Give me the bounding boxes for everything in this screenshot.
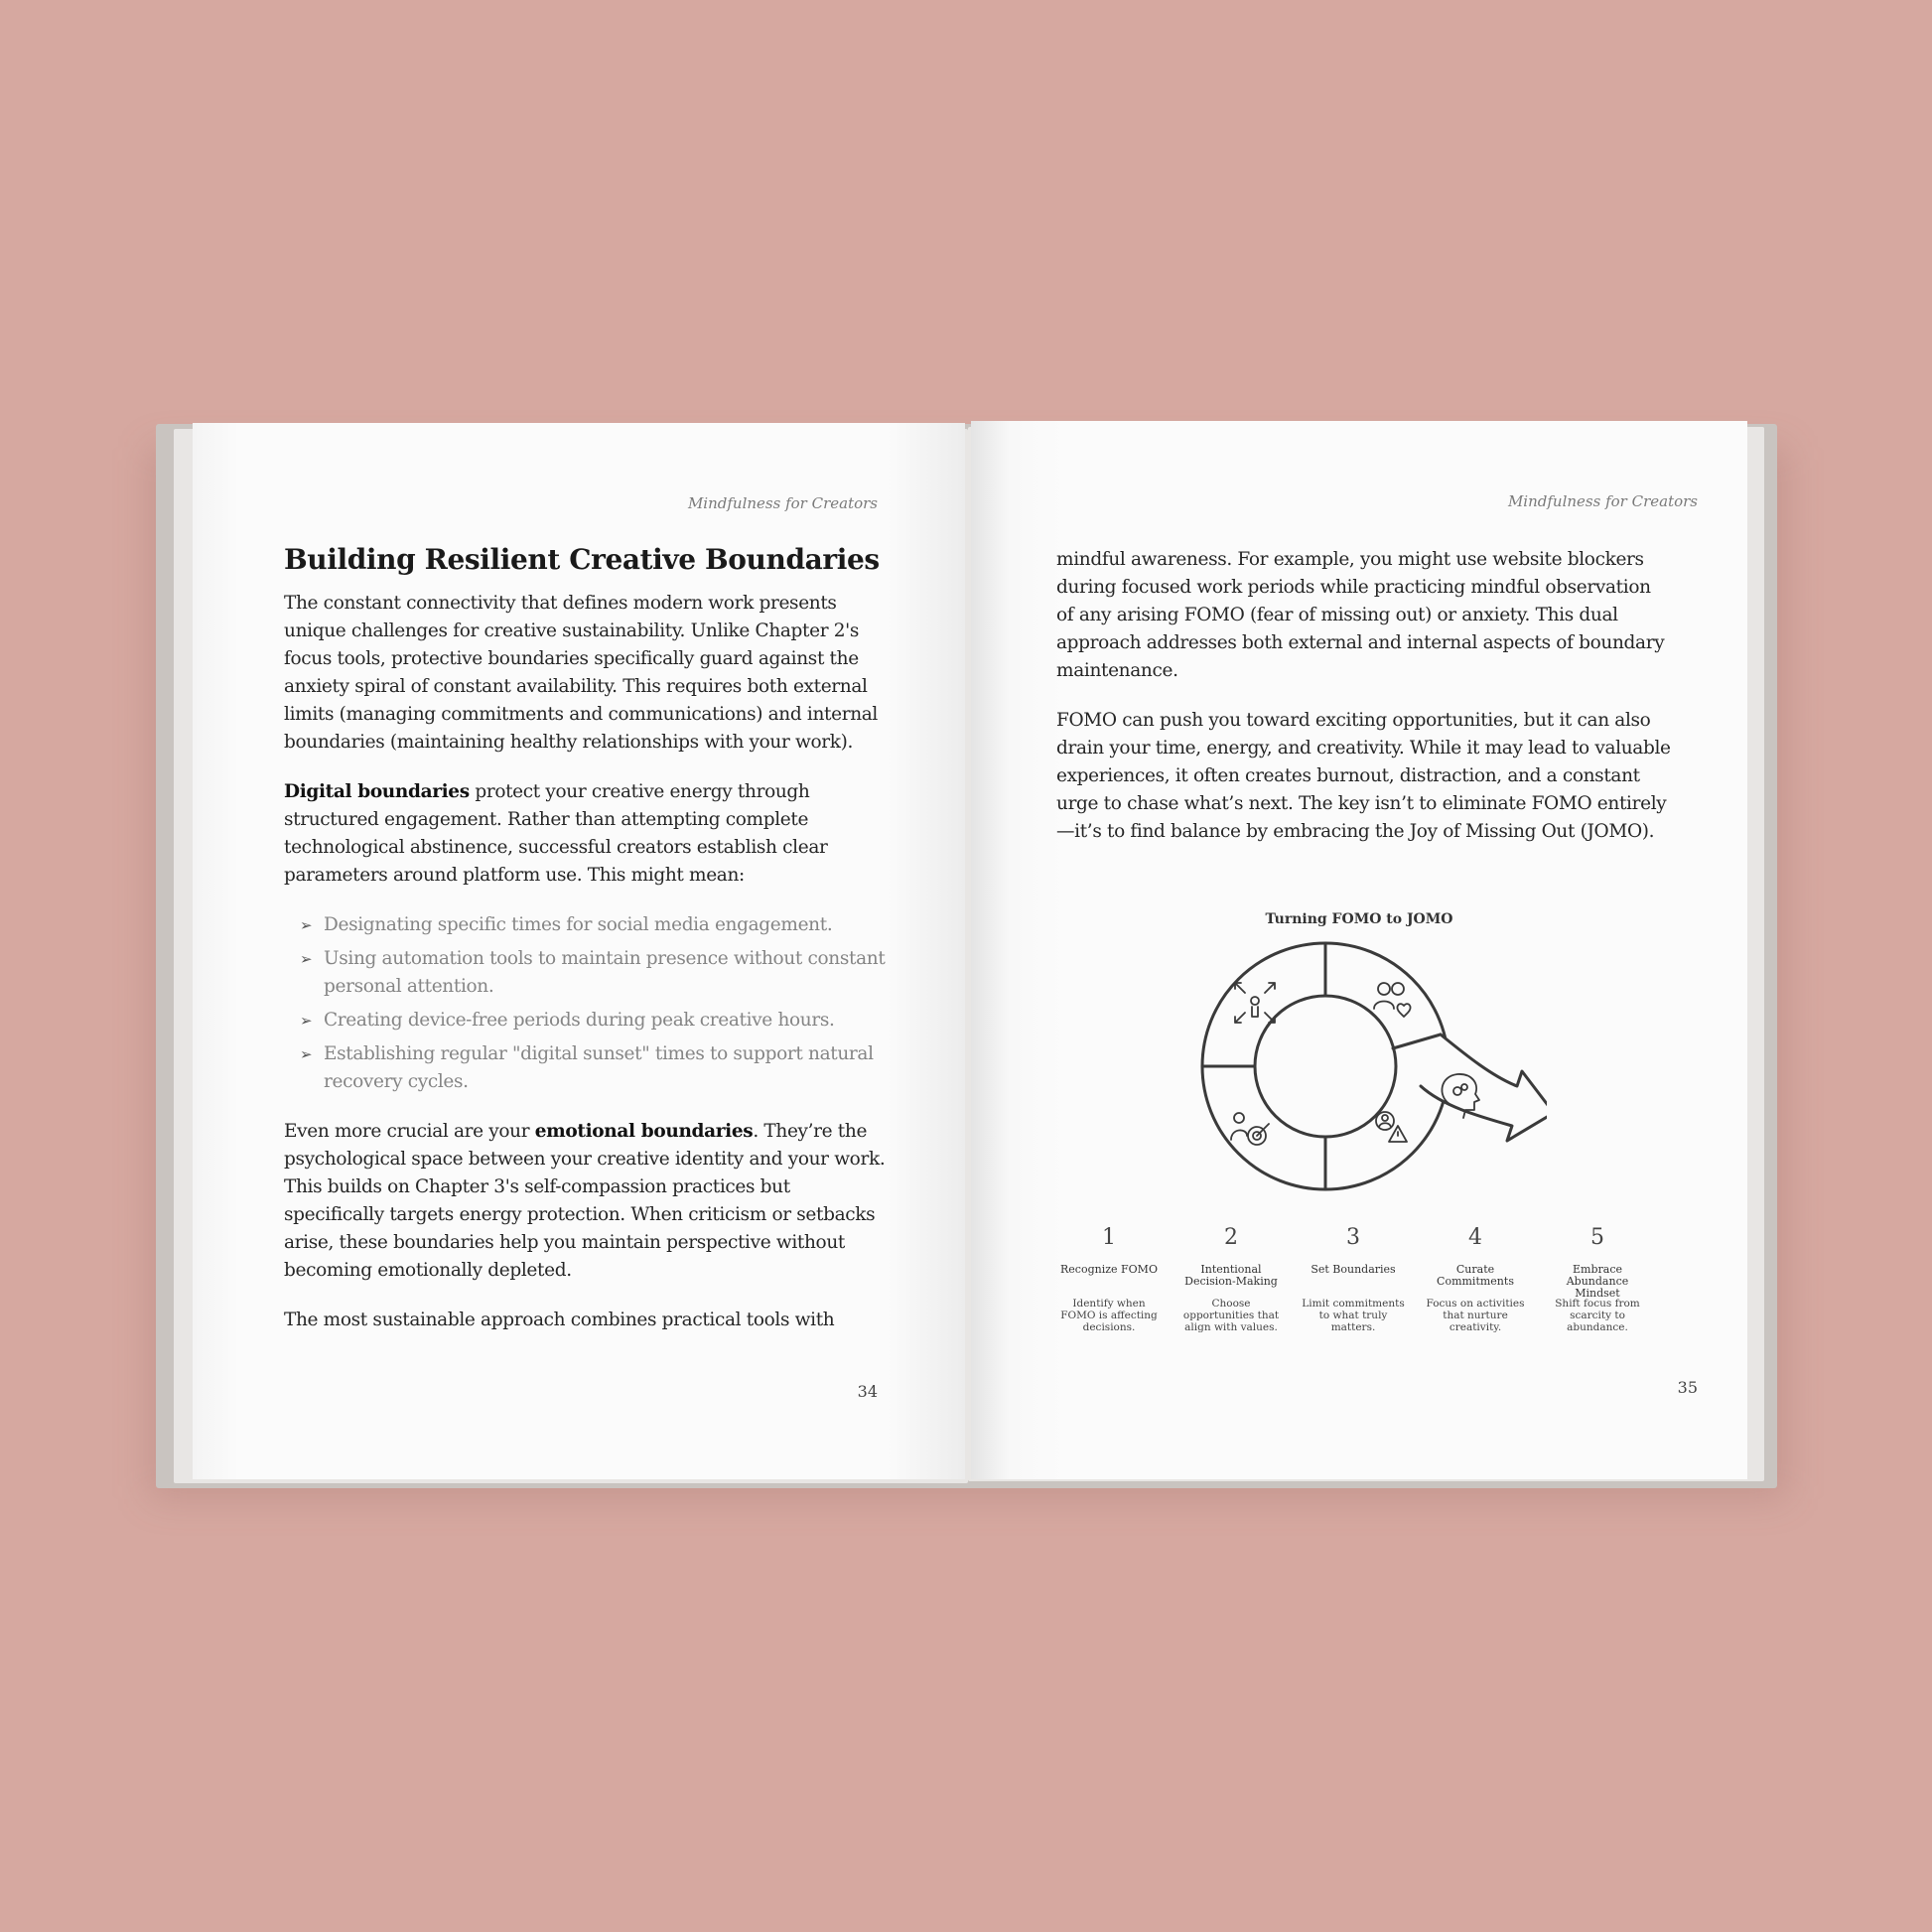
- list-item-text: Using automation tools to maintain presence without constant personal attention.: [324, 948, 886, 997]
- paragraph: The constant connectivity that defines modern work presents unique challenges for creative sustainability. Unlike Chapter 2's focus tools, protective boundaries specifically guard against the anxiety spiral of constant availability. This requires both external limits (managing commitments and communications) and internal boundaries (maintaining healthy relationships with your work).: [284, 593, 879, 753]
- step-description: Limit commitments to what truly matters.: [1302, 1298, 1405, 1333]
- steps-row: [1056, 1225, 1672, 1364]
- step-3: [1299, 1225, 1408, 1333]
- step-description: Identify when FOMO is affecting decisions.: [1060, 1298, 1158, 1333]
- step-number: 3: [1346, 1225, 1360, 1250]
- page-number: 35: [1677, 1378, 1698, 1397]
- step-2: [1176, 1225, 1286, 1333]
- step-number: 1: [1102, 1225, 1116, 1250]
- paragraph: [284, 778, 894, 890]
- section-heading: Building Resilient Creative Boundaries: [284, 543, 880, 576]
- diagram-title: Turning FOMO to JOMO: [1265, 911, 1453, 927]
- fomo-jomo-cycle-diagram: [1189, 937, 1547, 1195]
- left-page: [193, 423, 965, 1479]
- arrow-bullet-icon: ➢: [300, 950, 313, 968]
- paragraph: FOMO can push you toward exciting opportunities, but it can also drain your time, energy, and creativity. While it may lead to valuable experiences, it often creates burnout, distraction, and a constant urge to chase what’s next. The key isn’t to eliminate FOMO entirely—it’s to find balance by embracing the Joy of Missing Out (JOMO).: [1056, 710, 1671, 842]
- bold-term: emotional boundaries: [534, 1121, 754, 1142]
- people-heart-icon: [1374, 983, 1411, 1017]
- arrow-bullet-icon: ➢: [300, 1012, 313, 1030]
- step-description: Shift focus from scarcity to abundance.: [1555, 1298, 1640, 1333]
- bullet-list: [284, 911, 894, 1096]
- arrow-bullet-icon: ➢: [300, 1045, 313, 1063]
- paragraph-text: protect your creative energy through structured engagement. Rather than attempting complete technological abstinence, successful creators establish clear parameters around platform use. This might mean:: [284, 781, 828, 886]
- paragraph-text: . They’re the psychological space between your creative identity and your work. This builds on Chapter 3's self-compassion practices but specifically targets energy protection. When criticism or setbacks arise, these boundaries help you maintain perspective without becoming emotionally depleted.: [284, 1121, 886, 1281]
- step-title: Intentional Decision-Making: [1184, 1263, 1278, 1288]
- step-1: [1054, 1225, 1164, 1333]
- paragraph: The most sustainable approach combines practical tools with: [284, 1310, 835, 1330]
- list-item: [300, 911, 894, 939]
- list-item-text: Designating specific times for social media engagement.: [324, 914, 833, 935]
- arrow-shape: [1421, 1035, 1547, 1141]
- step-title: Curate Commitments: [1437, 1263, 1514, 1288]
- step-5: [1543, 1225, 1652, 1333]
- page-number: 34: [857, 1382, 878, 1401]
- step-title: Embrace Abundance Mindset: [1566, 1263, 1629, 1300]
- expand-arrows-icon: [1235, 983, 1275, 1023]
- warning-person-icon: [1376, 1112, 1407, 1142]
- segment-divider: [1393, 1035, 1441, 1048]
- paragraph-text: Even more crucial are your: [284, 1121, 535, 1142]
- target-person-icon: [1231, 1113, 1269, 1145]
- list-item-text: Establishing regular "digital sunset" times to support natural recovery cycles.: [324, 1043, 874, 1092]
- step-number: 2: [1224, 1225, 1238, 1250]
- arrow-bullet-icon: ➢: [300, 916, 313, 934]
- list-item: [300, 1007, 894, 1035]
- list-item: [300, 945, 894, 1001]
- step-number: 5: [1590, 1225, 1604, 1250]
- list-item-text: Creating device-free periods during peak creative hours.: [324, 1010, 835, 1031]
- step-description: Choose opportunities that align with values.: [1182, 1298, 1280, 1333]
- left-page-content: [284, 542, 894, 1356]
- step-number: 4: [1468, 1225, 1482, 1250]
- list-item: [300, 1040, 894, 1096]
- right-page-content: [1056, 546, 1672, 868]
- step-description: Focus on activities that nurture creativity.: [1426, 1298, 1525, 1333]
- step-title: Set Boundaries: [1311, 1263, 1396, 1276]
- paragraph: mindful awareness. For example, you might use website blockers during focused work periods while practicing mindful observation of any arising FOMO (fear of missing out) or anxiety. This dual approach addresses both external and internal aspects of boundary maintenance.: [1056, 549, 1665, 681]
- paragraph: [284, 1118, 894, 1285]
- running-head: Mindfulness for Creators: [1507, 492, 1698, 510]
- step-4: [1421, 1225, 1530, 1333]
- inner-ring: [1255, 996, 1396, 1137]
- right-page: [971, 421, 1747, 1479]
- bold-term: Digital boundaries: [284, 781, 470, 802]
- running-head: Mindfulness for Creators: [687, 494, 878, 512]
- step-title: Recognize FOMO: [1060, 1263, 1158, 1276]
